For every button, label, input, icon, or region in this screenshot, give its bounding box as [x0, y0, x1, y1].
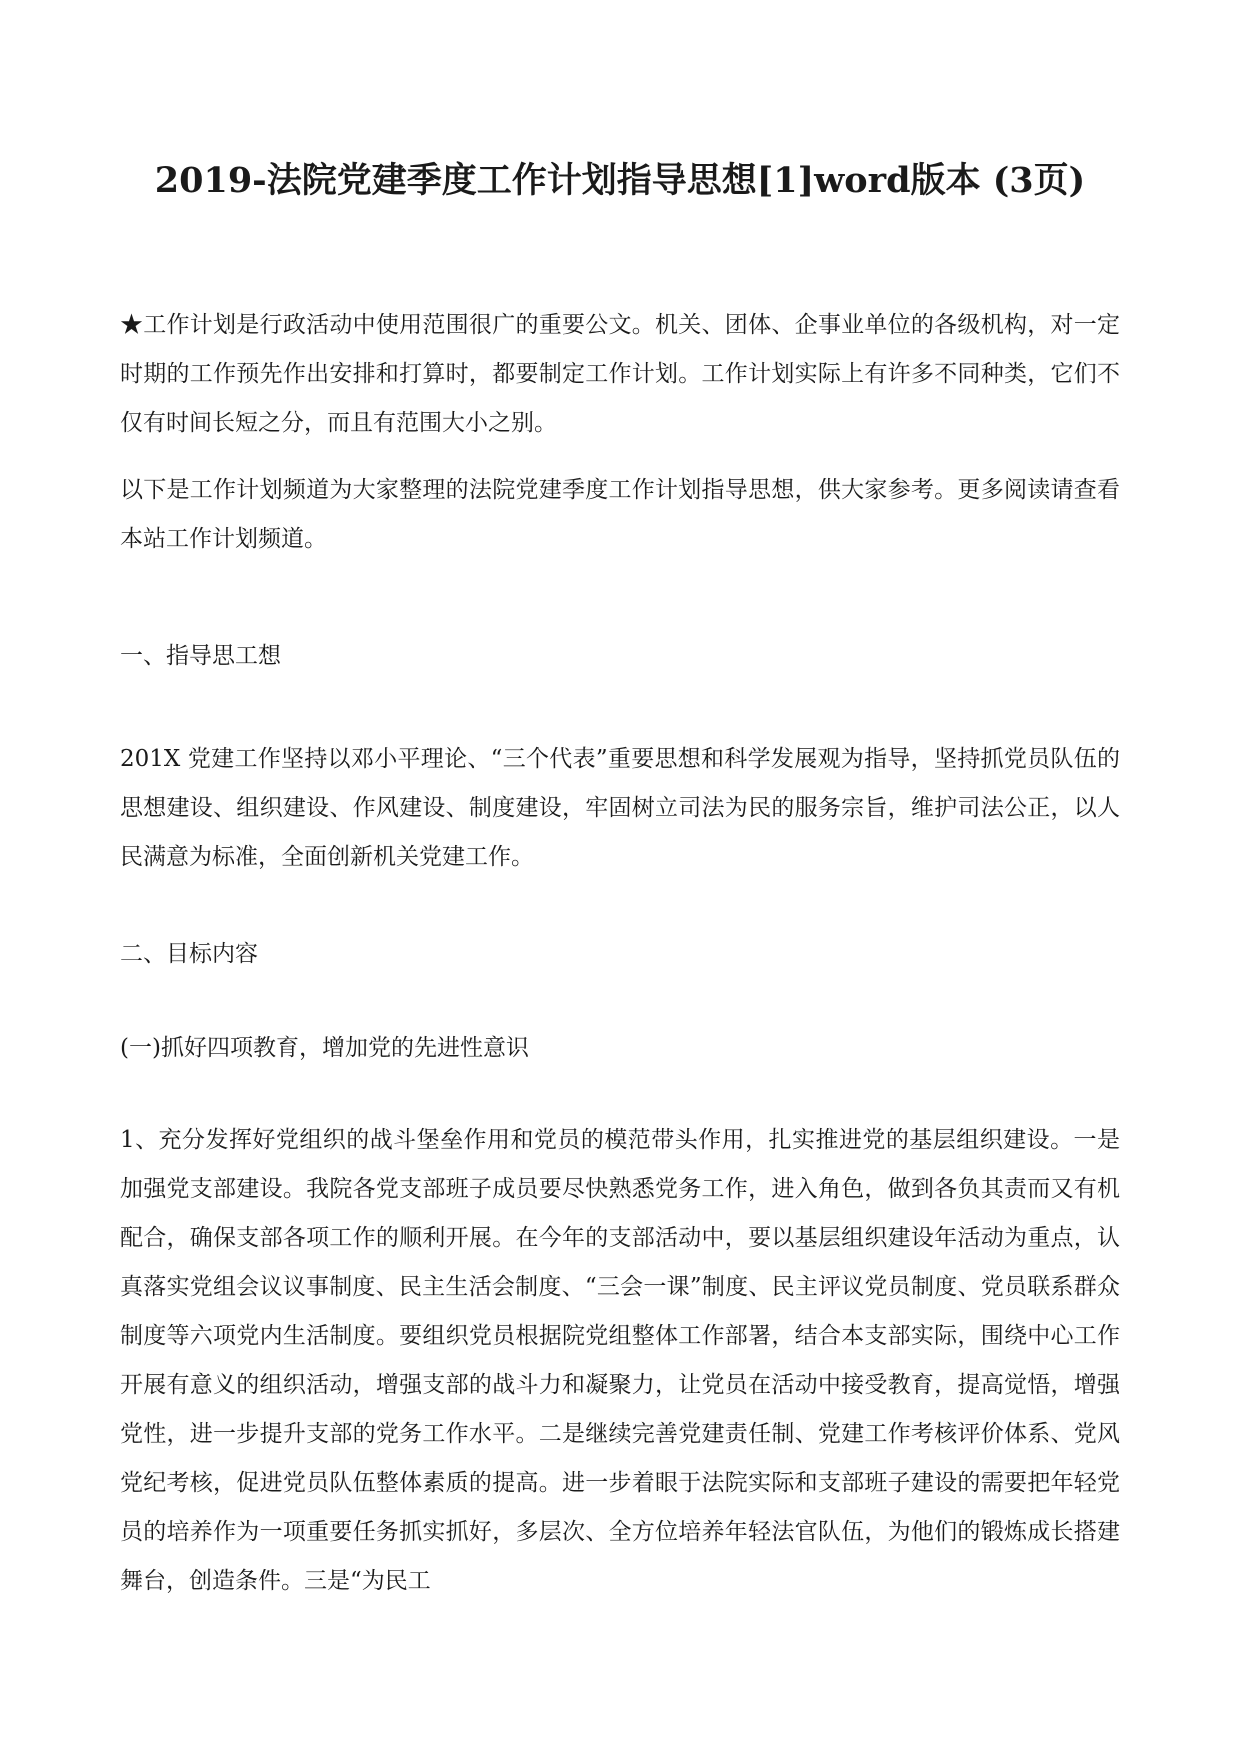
section-heading-guiding-thought: 一、指导思工想 — [120, 643, 281, 669]
section-heading-goals: 二、目标内容 — [120, 941, 258, 967]
document-title: 2019-法院党建季度工作计划指导思想[1]word版本 (3页) — [154, 160, 1086, 201]
reference-paragraph: 以下是工作计划频道为大家整理的法院党建季度工作计划指导思想，供大家参考。更多阅读请查看本站工作计划频道。 — [120, 477, 1120, 552]
guiding-thought-paragraph: 201X 党建工作坚持以邓小平理论、“三个代表”重要思想和科学发展观为指导，坚持抓党员队伍的思想建设、组织建设、作风建设、制度建设，牢固树立司法为民的服务宗旨，维护司法公正，以人民满意为标准，全面创新机关党建工作。 — [120, 746, 1120, 870]
intro-paragraph: ★工作计划是行政活动中使用范围很广的重要公文。机关、团体、企事业单位的各级机构，对一定时期的工作预先作出安排和打算时，都要制定工作计划。工作计划实际上有许多不同种类，它们不仅有时间长短之分，而且有范围大小之别。 — [120, 312, 1120, 436]
subsection-heading-four-educations: (一)抓好四项教育，增加党的先进性意识 — [120, 1035, 529, 1061]
item-1-paragraph: 1、充分发挥好党组织的战斗堡垒作用和党员的模范带头作用，扎实推进党的基层组织建设。一是加强党支部建设。我院各党支部班子成员要尽快熟悉党务工作，进入角色，做到各负其责而又有机配合，确保支部各项工作的顺利开展。在今年的支部活动中，要以基层组织建设年活动为重点，认真落实党组会议议事制度、民主生活会制度、“三会一课”制度、民主评议党员制度、党员联系群众制度等六项党内生活制度。要组织党员根据院党组整体工作部署，结合本支部实际，围绕中心工作开展有意义的组织活动，增强支部的战斗力和凝聚力，让党员在活动中接受教育，提高觉悟，增强党性，进一步提升支部的党务工作水平。二是继续完善党建责任制、党建工作考核评价体系、党风党纪考核，促进党员队伍整体素质的提高。进一步着眼于法院实际和支部班子建设的需要把年轻党员的培养作为一项重要任务抓实抓好，多层次、全方位培养年轻法官队伍，为他们的锻炼成长搭建舞台，创造条件。三是“为民工 — [120, 1127, 1120, 1594]
